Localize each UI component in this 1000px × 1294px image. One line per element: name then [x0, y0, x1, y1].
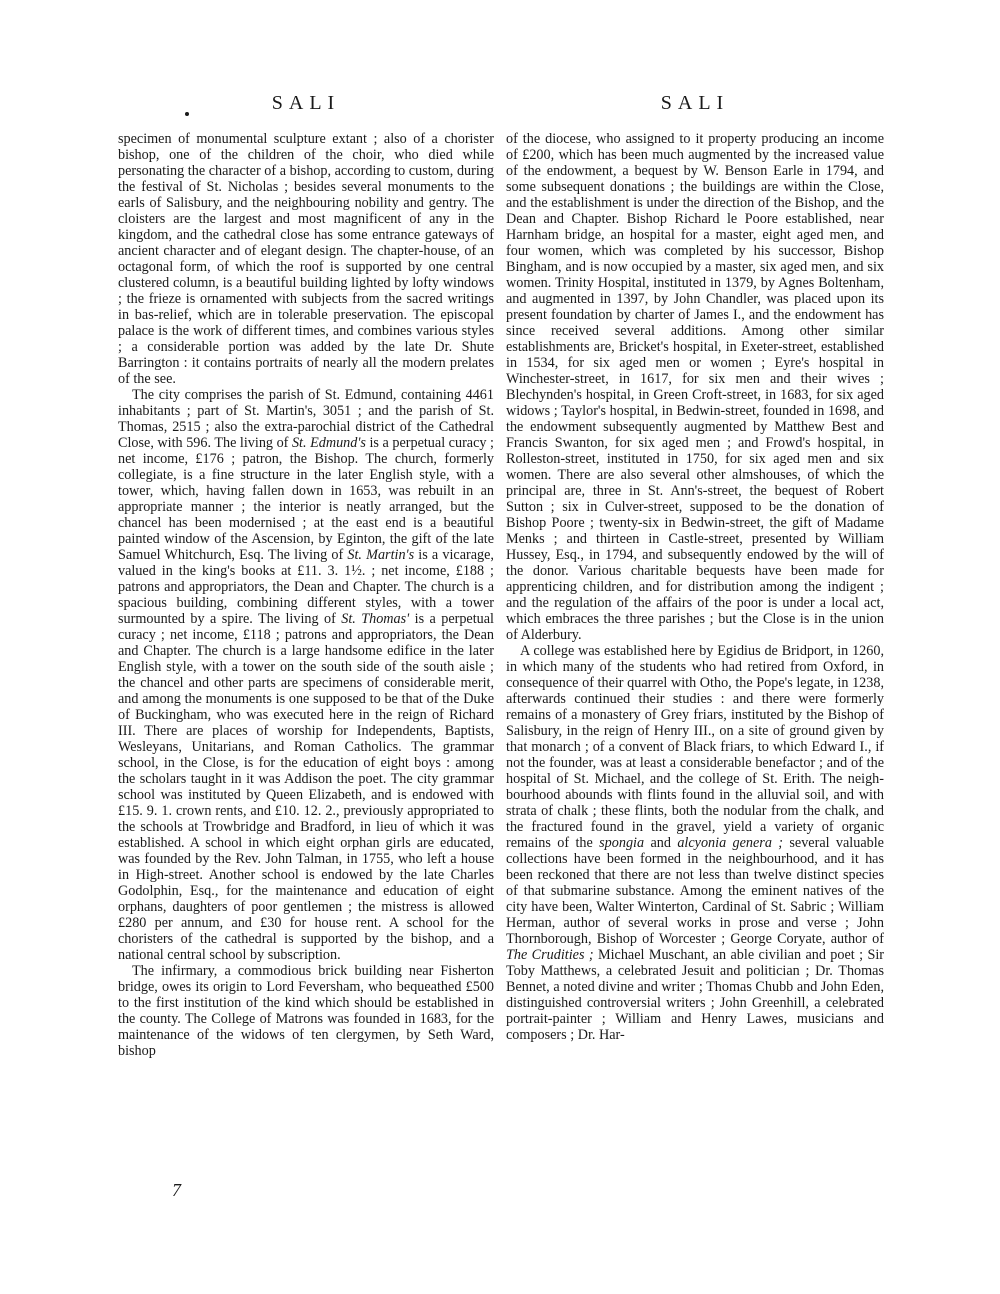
paragraph: A college was established here by Egidius de Bridport, in 1260, in which many of the students who had retired from Oxford, in consequence of their quarrel with Otho, the Pope's legate, in 1238, afterwards continued their studies : and there were formerly remains of a monastery of Grey friars, instituted by the Bishop of Salisbury, in the reign of Henry III., on a site of ground given by that monarch ; of a convent of Black friars, to which Edward I., if not the founder, was at least a considerable benefactor ; and of the hospital of St. Michael, and the college of St. Erith. The neighbourhood abounds with flints found in the alluvial soil, and with strata of chalk ; these flints, both the nodular from the chalk, and the fractured found in the gravel, yield a variety of organic remains of the spongia and alcyonia genera ; several valuable collections have been formed in the neighbourhood, and it has been reckoned that there are not less than twelve distinct species of that submarine substance. Among the eminent natives of the city have been, Walter Winterton, Cardinal of St. Sabric ; William Herman, author of several works in prose and verse ; John Thornborough, Bishop of Worcester ; George Coryate, author of The Crudities ; Michael Muschant, an able civilian and poet ; Sir Toby Matthews, a celebrated Jesuit and politician ; Dr. Thomas Bennet, a noted divine and writer ; Thomas Chubb and John Eden, distinguished controversial writers ; John Greenhill, a celebrated portrait-painter ; William and Henry Lawes, musicians and composers ; Dr. Har-: [506, 643, 884, 1043]
paragraph: The city comprises the parish of St. Edmund, containing 4461 inhabitants ; part of St. Martin's, 3051 ; and the parish of St. Thomas, 2515 ; also the extra-parochial district of the Cathedral Close, with 596. The living of St. Edmund's is a perpetual curacy ; net income, £176 ; patron, the Bishop. The church, formerly collegiate, is a fine structure in the later English style, with a tower, which, having fallen down in 1653, was rebuilt in an appropriate manner ; the interior is neatly arranged, but the chancel has been modernised ; at the east end is a beautiful painted window of the Ascension, by Eginton, the gift of the late Samuel Whitchurch, Esq. The living of St. Martin's is a vicarage, valued in the king's books at £11. 3. 1½. ; net income, £188 ; patrons and appropriators, the Dean and Chapter. The church is a spacious building, combining different styles, with a tower surmounted by a spire. The living of St. Thomas' is a perpetual curacy ; net income, £118 ; patrons and appropriators, the Dean and Chapter. The church is a large handsome edifice in the later English style, with a tower on the south side of the south aisle ; the chancel and other parts are specimens of considerable merit, and among the monuments is one supposed to be that of the Duke of Buckingham, who was executed here in the reign of Richard III. There are places of worship for Independents, Baptists, Wesleyans, Unitarians, and Roman Catholics. The grammar school, in the Close, is for the education of eight boys : among the scholars taught in it was Addison the poet. The city grammar school was instituted by Queen Elizabeth, and is endowed with £15. 9. 1. crown rents, and £10. 12. 2., previously appropriated to the schools at Trowbridge and Bradford, in lieu of which it was established. A school in which eight orphan girls are educated, was founded by the Rev. John Talman, in 1755, who left a house in High-street. Another school is endowed by the late Charles Godolphin, Esq., for the maintenance and education of eight orphans, daughters of poor gentlemen ; the mistress is allowed £280 per annum, and £30 for house rent. A school for the choristers of the cathedral is supported by the bishop, and a national central school by subscription.: [118, 387, 495, 963]
ink-dot: [185, 112, 189, 116]
running-header-right: SALI: [660, 92, 730, 114]
right-column: [506, 131, 884, 1043]
paragraph: specimen of monumental sculpture extant ; also of a chorister bishop, one of the children of the choir, who died while personating the character of a bishop, according to custom, during the festival of St. Nicholas ; besides several monuments to the earls of Salisbury, and the neighbouring nobility and gentry. The cloisters are the largest and most magnificent of any in the kingdom, and the cathedral close has some entrance gateways of ancient character and of elegant design. The chapter-house, of an octagonal form, of which the roof is supported by one central clustered column, is a beautiful building lighted by lofty windows ; the frieze is ornamented with subjects from the sacred writings in bas-relief, which are in tolerable preservation. The episcopal palace is the work of different times, and combines various styles ; a considerable portion was added by the late Dr. Shute Barrington : it contains portraits of nearly all the modern prelates of the see.: [118, 131, 494, 387]
paragraph: The infirmary, a commodious brick building near Fisherton bridge, owes its origin to Lord Feversham, who bequeathed £500 to the first institution of the kind which should be established in the county. The College of Matrons was founded in 1683, for the maintenance of the widows of ten clergymen, by Seth Ward, bishop: [118, 963, 494, 1059]
left-column: [118, 131, 494, 1059]
paragraph: of the diocese, who assigned to it property producing an income of £200, which has been much augmented by the increased value of the endowment, a bequest by W. Benson Earle in 1794, and some subsequent donations ; the buildings are within the Close, and the establishment is under the direction of the Bishop, and the Dean and Chapter. Bishop Richard le Poore established, near Harnham bridge, an hospital for a master, eight aged men, and four women, which was completed by his successor, Bishop Bingham, and is now occupied by a master, six aged men, and six women. Trinity Hospital, instituted in 1379, by Agnes Boltenham, and augmented in 1397, by John Chandler, was placed upon its present foundation by charter of James I., and the endowment has since received several additions. Among other similar establishments are, Bricket's hospital, in Exeter-street, established in 1534, for six aged men or women ; Eyre's hospital in Winchester-street, in 1617, for six men and their wives ; Blechynden's hospital, in Green Croft-street, in 1683, for six aged widows ; Taylor's hospital, in Bedwin-street, founded in 1698, and the endowment subsequently augmented by Matthew Best and Francis Swanton, for six aged men ; and Frowd's hospital, in Rolleston-street, instituted in 1750, for six aged men and six women. There are also several other almshouses, of which the principal are, three in St. Ann's-street, the bequest of Robert Sutton ; six in Culver-street, supposed to be the donation of Bishop Poore ; twenty-six in Bedwin-street, the gift of Madame Menks ; and thirteen in Castle-street, presented by William Hussey, Esq., in 1794, and subsequently endowed by the will of the donor. Various charitable bequests have been made for apprenticing children, and for distribution among the indigent ; and the regulation of the affairs of the poor is under a local act, which embraces the three parishes ; but the Close is in the union of Alderbury.: [506, 131, 884, 643]
signature-mark: 7: [172, 1180, 181, 1200]
running-header-left: SALI: [271, 92, 341, 114]
